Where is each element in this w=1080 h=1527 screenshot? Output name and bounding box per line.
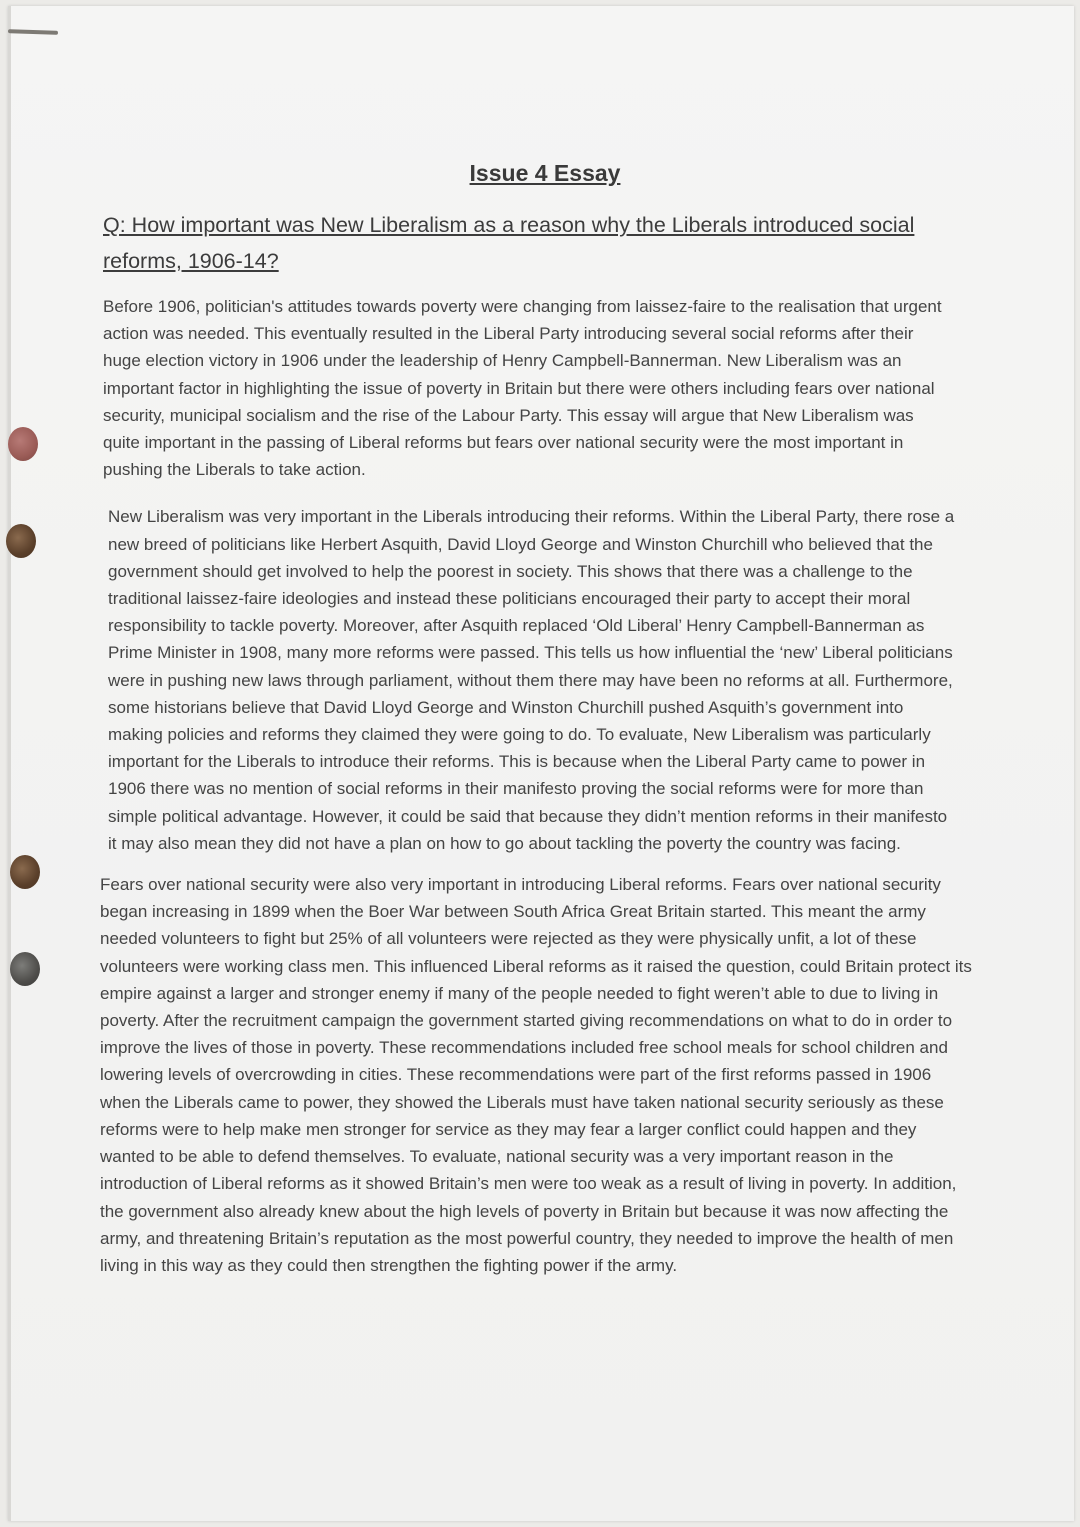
essay-content [100, 160, 980, 1279]
paragraph-national-security: Fears over national security were also very important in introducing Liberal reforms. Fears over national security began increasing in 1899 when the Boer War between South Africa Great Britain started. This meant the army needed volunteers to fight but 25% of all volunteers were rejected as they were physically unfit, a lot of these volunteers were working class men. This influenced Liberal reforms as it raised the question, could Britain protect its empire against a larger and stronger enemy if many of the people needed to fight weren’t able to due to living in poverty. After the recruitment campaign the government started giving recommendations on what to do in order to improve the lives of those in poverty. These recommendations included free school meals for school children and lowering levels of overcrowding in cities. These recommendations were part of the first reforms passed in 1906 when the Liberals came to power, they showed the Liberals must have taken national security seriously as these reforms were to help make men stronger for service as they may fear a larger conflict could happen and they wanted to be able to defend themselves. To evaluate, national security was a very important reason in the introduction of Liberal reforms as it showed Britain’s men were too weak as a result of living in poverty. In addition, the government also already knew about the high levels of poverty in Britain but because it was now affecting the army, and threatening Britain’s reputation as the most powerful country, they needed to improve the health of men living in this way as they could then strengthen the fighting power if the army. [100, 875, 972, 1275]
essay-title: Issue 4 Essay [469, 160, 621, 186]
punch-hole-4 [10, 952, 40, 986]
punch-hole-1 [8, 427, 38, 461]
essay-question: Q: How important was New Liberalism as a reason why the Liberals introduced social reforms, 1906-14? [103, 213, 915, 273]
paragraph-intro: Before 1906, politician's attitudes towards poverty were changing from laissez-faire to the realisation that urgent action was needed. This eventually resulted in the Liberal Party introducing several social reforms after their huge election victory in 1906 under the leadership of Henry Campbell-Bannerman. New Liberalism was an important factor in highlighting the issue of poverty in Britain but there were others including fears over national security, municipal socialism and the rise of the Labour Party. This essay will argue that New Liberalism was quite important in the passing of Liberal reforms but fears over national security were the most important in pushing the Liberals to take action. [103, 297, 942, 480]
punch-hole-3 [10, 855, 40, 889]
punch-hole-2 [6, 524, 36, 558]
paragraph-new-liberalism: New Liberalism was very important in the Liberals introducing their reforms. Within the Liberal Party, there rose a new breed of politicians like Herbert Asquith, David Lloyd George and Winston Churchill who believed that the government should get involved to help the poorest in society. This shows that there was a challenge to the traditional laissez-faire ideologies and instead these politicians encouraged their party to accept their moral responsibility to tackle poverty. Moreover, after Asquith replaced ‘Old Liberal’ Henry Campbell-Bannerman as Prime Minister in 1908, many more reforms were passed. This tells us how influential the ‘new’ Liberal politicians were in pushing new laws through parliament, without them there may have been no reforms at all. Furthermore, some historians believe that David Lloyd George and Winston Churchill pushed Asquith’s government into making policies and reforms they claimed they were going to do. To evaluate, New Liberalism was particularly important for the Liberals to introduce their reforms. This is because when the Liberal Party came to power in 1906 there was no mention of social reforms in their manifesto proving the social reforms were for more than simple political advantage. However, it could be said that because they didn’t mention reforms in their manifesto it may also mean they did not have a plan on how to go about tackling the poverty the country was facing. [108, 507, 955, 853]
paper-edge [8, 6, 11, 1521]
